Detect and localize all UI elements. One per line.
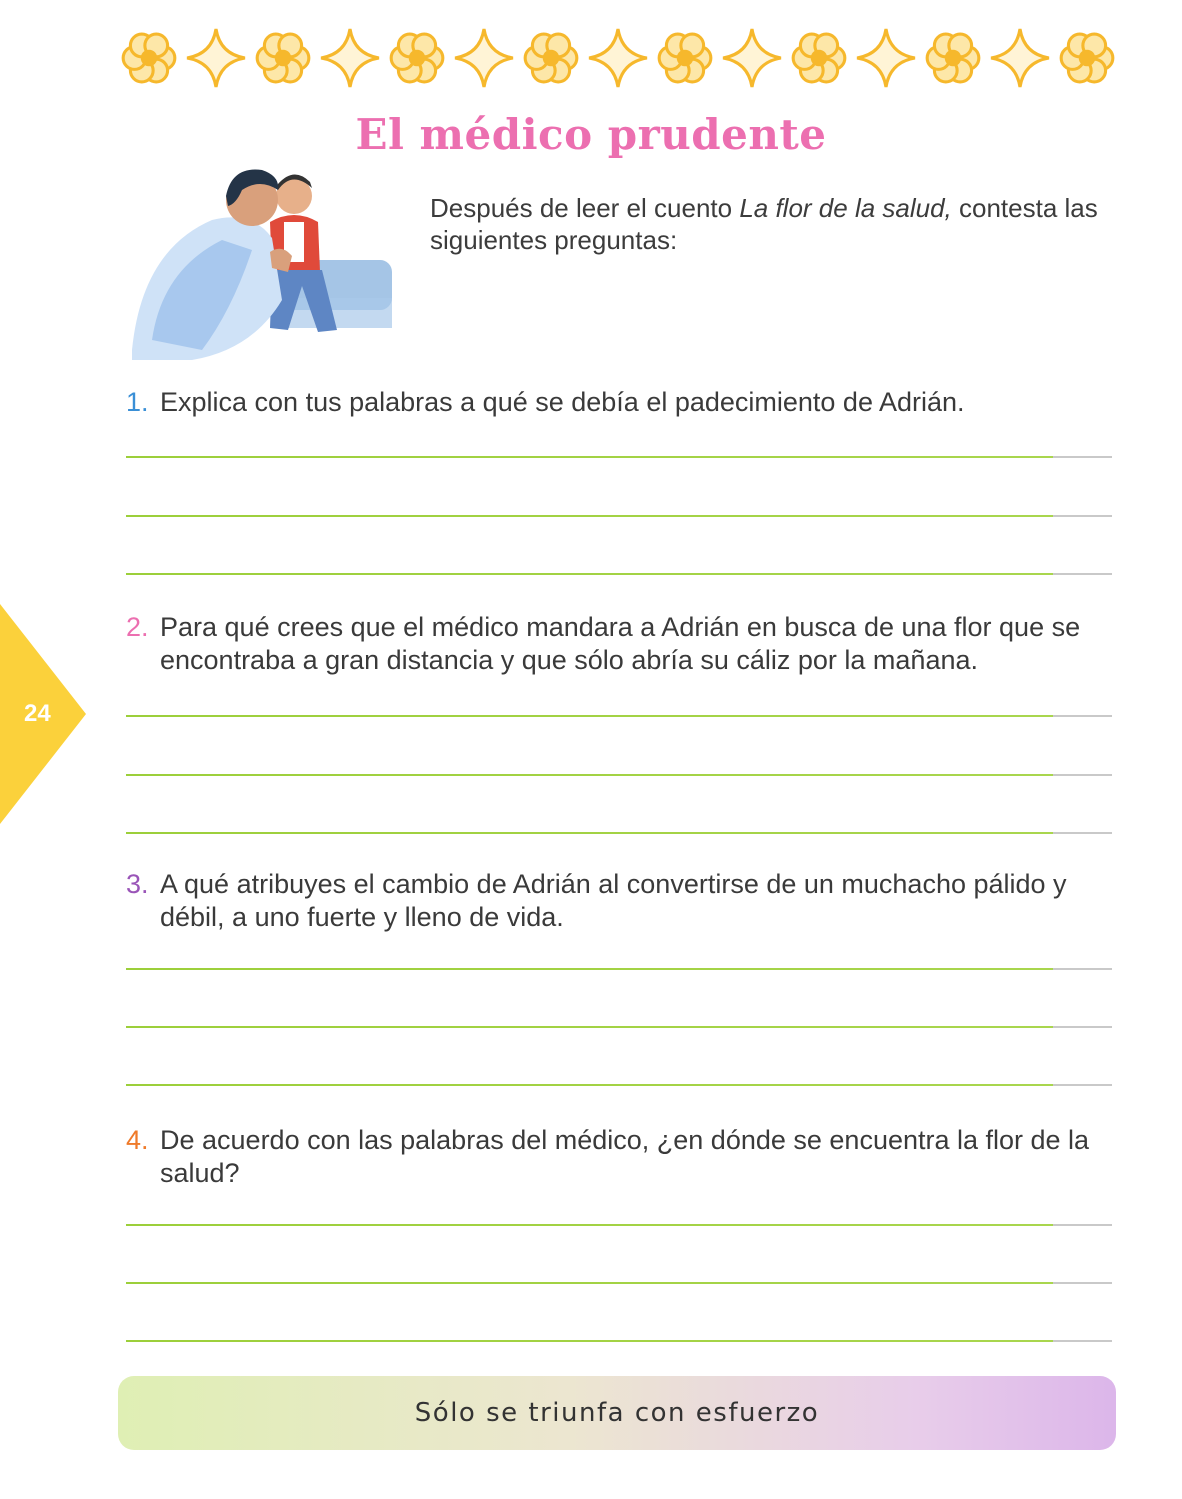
- question-2: [126, 611, 1126, 677]
- answer-line-2c[interactable]: [126, 832, 1112, 834]
- answer-line-2a[interactable]: [126, 715, 1112, 717]
- flower-icon: [654, 27, 716, 89]
- answer-line-1c[interactable]: [126, 573, 1112, 575]
- question-text: A qué atribuyes el cambio de Adrián al convertirse de un muchacho pálido y débil, a uno fuerte y lleno de vida.: [160, 869, 1067, 932]
- answer-line-3c[interactable]: [126, 1084, 1112, 1086]
- doctor-patient-illustration: [132, 160, 394, 360]
- question-1: [126, 386, 1126, 419]
- question-number: 2.: [126, 612, 149, 642]
- star-icon: [855, 27, 917, 89]
- intro-text-before: Después de leer el cuento: [430, 193, 740, 223]
- flower-icon: [1056, 27, 1118, 89]
- star-icon: [185, 27, 247, 89]
- question-number: 1.: [126, 387, 149, 417]
- flower-icon: [252, 27, 314, 89]
- motto-banner: [118, 1376, 1116, 1450]
- question-3: [126, 868, 1126, 934]
- intro-instructions: [430, 192, 1130, 256]
- flower-icon: [788, 27, 850, 89]
- flower-icon: [386, 27, 448, 89]
- page-title: El médico prudente: [355, 110, 827, 159]
- question-text: Para qué crees que el médico mandara a Adrián en busca de una flor que se encontraba a gran distancia y que sólo abría su cáliz por la mañana.: [160, 612, 1081, 675]
- question-4: [126, 1124, 1126, 1190]
- question-number: 3.: [126, 869, 149, 899]
- page-number: 24: [24, 700, 51, 727]
- answer-line-4a[interactable]: [126, 1224, 1112, 1226]
- answer-line-2b[interactable]: [126, 774, 1112, 776]
- answer-line-1a[interactable]: [126, 456, 1112, 458]
- story-title: La flor de la salud,: [739, 193, 952, 223]
- question-number: 4.: [126, 1125, 149, 1155]
- answer-line-1b[interactable]: [126, 515, 1112, 517]
- flower-icon: [118, 27, 180, 89]
- intro-text-after: contesta las siguientes preguntas:: [430, 193, 1098, 255]
- answer-line-4b[interactable]: [126, 1282, 1112, 1284]
- question-text: Explica con tus palabras a qué se debía el padecimiento de Adrián.: [160, 387, 965, 417]
- answer-line-3b[interactable]: [126, 1026, 1112, 1028]
- motto-text: Sólo se triunfa con esfuerzo: [414, 1398, 820, 1428]
- flower-icon: [520, 27, 582, 89]
- star-icon: [721, 27, 783, 89]
- flower-icon: [922, 27, 984, 89]
- answer-line-3a[interactable]: [126, 968, 1112, 970]
- star-icon: [587, 27, 649, 89]
- ornament-border: [118, 22, 1118, 94]
- star-icon: [989, 27, 1051, 89]
- answer-line-4c[interactable]: [126, 1340, 1112, 1342]
- question-text: De acuerdo con las palabras del médico, ¿en dónde se encuentra la flor de la salud?: [160, 1125, 1090, 1188]
- star-icon: [319, 27, 381, 89]
- star-icon: [453, 27, 515, 89]
